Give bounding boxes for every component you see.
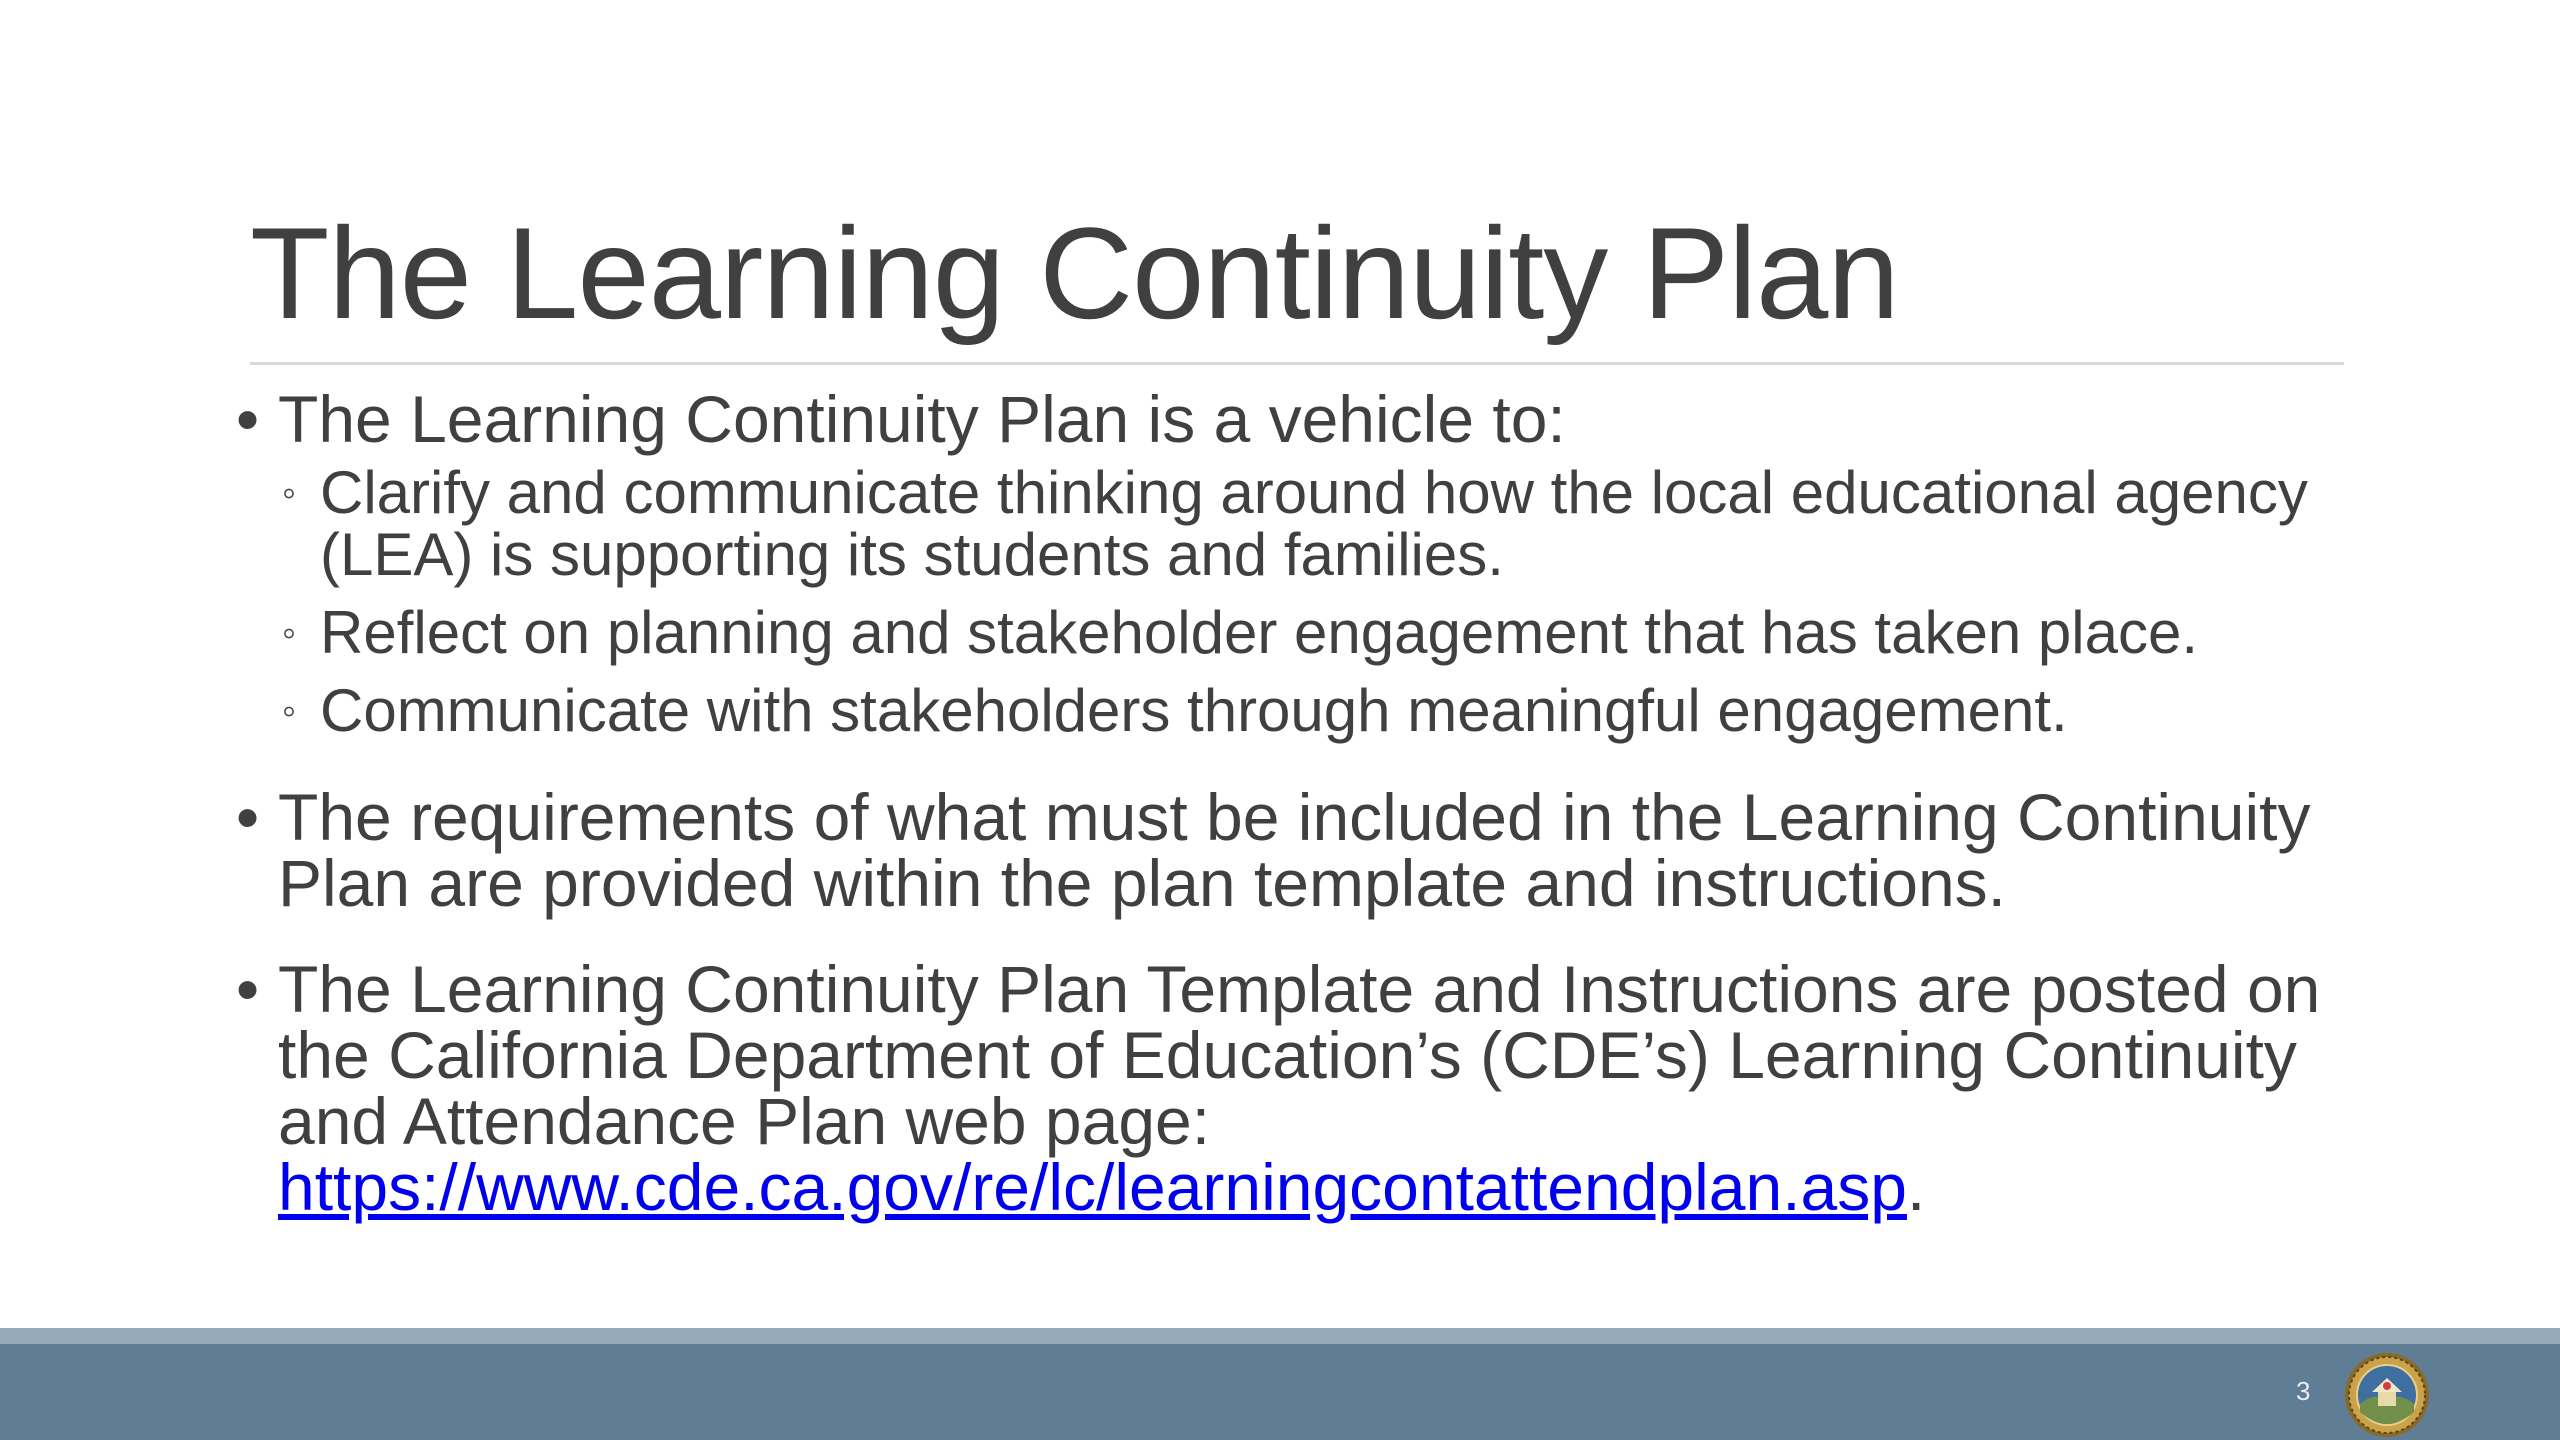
subbullet-icon: ◦	[282, 471, 297, 515]
subbullet-text: Reflect on planning and stakeholder engagement that has taken place.	[320, 599, 2198, 666]
bullet-icon: •	[236, 780, 260, 854]
subbullet-icon: ◦	[282, 689, 297, 733]
state-seal-icon	[2344, 1352, 2430, 1438]
slide-title: The Learning Continuity Plan	[250, 200, 1899, 346]
subbullet-item	[236, 459, 2366, 588]
subbullet-text: Communicate with stakeholders through meaningful engagement.	[320, 677, 2068, 744]
subbullet-text: Clarify and communicate thinking around how the local educational agency (LEA) is supporting its students and families.	[320, 459, 2308, 588]
page-number: 3	[2296, 1376, 2311, 1406]
bullet-item	[236, 780, 2366, 920]
bullet-text: The Learning Continuity Plan is a vehicle to:	[278, 382, 1566, 456]
bullet-text: The Learning Continuity Plan Template and Instructions are posted on the California Department of Education’s (CDE’s) Learning Continuity and Attendance Plan web page:	[278, 952, 2321, 1158]
subbullet-icon: ◦	[282, 611, 297, 655]
bullet-item	[236, 382, 2366, 456]
footer-bar	[0, 1344, 2560, 1440]
bullet-item	[236, 952, 2366, 1224]
slide-content	[236, 382, 2366, 1224]
bullet-text: The requirements of what must be included in the Learning Continuity Plan are provided within the plan template and instructions.	[278, 780, 2311, 920]
title-divider	[250, 362, 2344, 365]
link-trailing-period: .	[1906, 1150, 1926, 1224]
subbullet-item	[236, 677, 2366, 744]
subbullet-item	[236, 599, 2366, 666]
plan-web-page-link[interactable]: https://www.cde.ca.gov/re/lc/learningcontattendplan.asp	[278, 1150, 1907, 1224]
bullet-icon: •	[236, 382, 260, 456]
bullet-icon: •	[236, 952, 260, 1026]
footer-accent-stripe	[0, 1328, 2560, 1344]
